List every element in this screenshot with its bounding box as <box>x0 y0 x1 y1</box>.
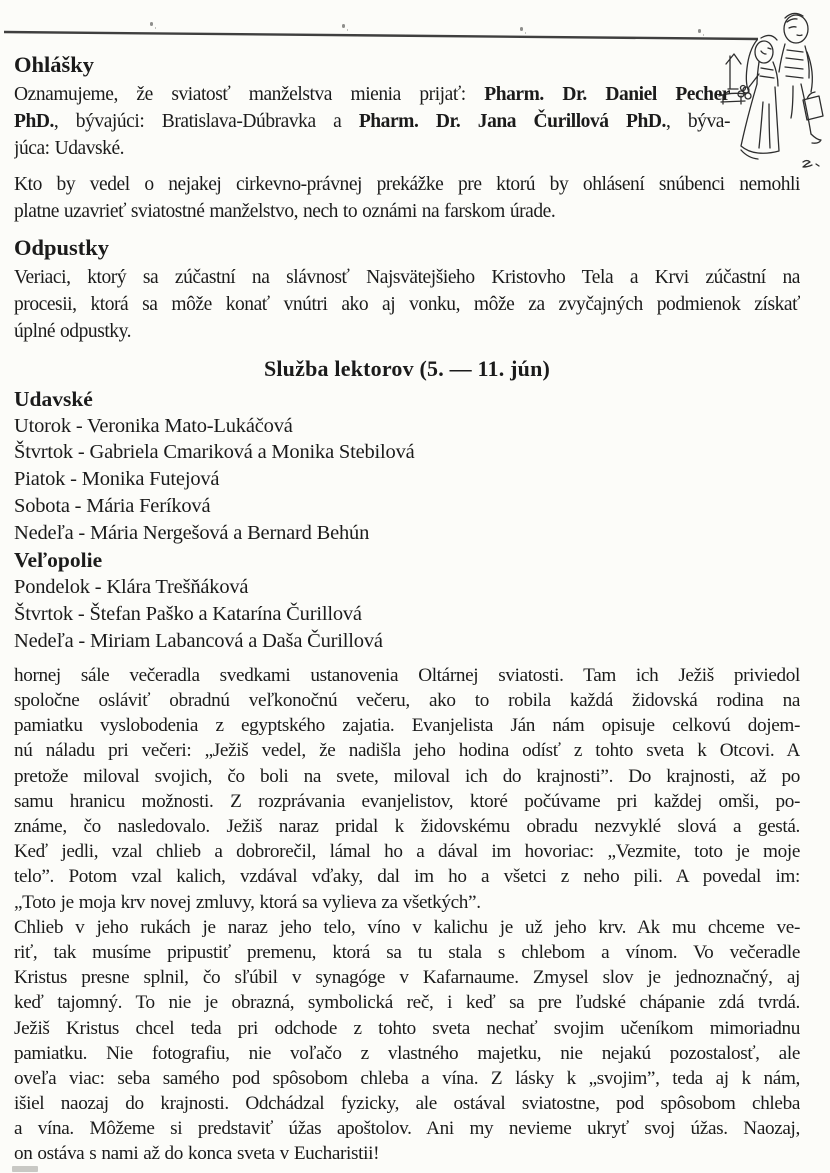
document-content <box>0 50 830 1167</box>
lector-day: Štvrtok <box>14 441 73 464</box>
separator: - <box>89 576 107 599</box>
text-run: Oznamujeme, že sviatosť manželstva mienia prijať: <box>14 84 485 105</box>
text-line: pamiatku vyslobodenia z egyptského zajatia. Evanjelista Ján nám opisuje celkovú dojem- <box>14 715 800 737</box>
lector-names: Veronika Mato-Lukáčová <box>87 414 293 437</box>
text-run: , bývajúci: Bratislava-Dúbravka a <box>53 111 359 133</box>
text-line: telo”. Potom vzal kalich, vzdával vďaky, dal im ho a všetci z neho pili. A povedal im: <box>14 866 800 888</box>
text-line: Kto by vedel o nejakej cirkevno-právnej prekážke pre ktorú by ohlásení snúbenci nemohli <box>14 173 800 195</box>
lectors-velopolie <box>14 574 800 654</box>
section-gap <box>14 655 800 663</box>
lector-names: Klára Trešňáková <box>106 576 249 599</box>
text-line: riť, tak musíme pripustiť premenu, ktorá sa tu stala s chlebom a vínom. Vo večeradle <box>14 941 800 963</box>
text-line: išiel naozaj do krajnosti. Odchádzal fyzicky, ale ostával sviatostne, pod spôsobom chleba <box>14 1093 800 1115</box>
eucharist-reflection-part1 <box>14 663 800 915</box>
lector-names: Miriam Labancová a Daša Čurillová <box>89 630 383 653</box>
text-line: Veriaci, ktorý sa zúčastní na slávnosť Najsvätejšieho Kristovho Tela a Krvi zúčastní na <box>14 266 800 288</box>
lectors-schedule-title: Služba lektorov (5. — 11. jún) <box>263 355 551 381</box>
text-line: a vína. Môžeme si predstaviť úžas apoštolov. Ani my nevieme ukryť svoj úžas. Naozaj, <box>14 1118 800 1140</box>
lector-day: Štvrtok <box>14 603 73 626</box>
text-line: nú náladu pri večeri: „Ježiš vedel, že nadišla jeho hodina odísť z tohto sveta k Otcovi. A <box>14 740 800 762</box>
lector-day: Pondelok <box>14 576 90 599</box>
section-heading-odpustky: Odpustky <box>14 234 110 260</box>
lector-names: Gabriela Cmariková a Monika Stebilová <box>89 441 415 464</box>
lector-day: Piatok <box>14 468 66 491</box>
text-run: , býva- <box>665 111 730 133</box>
lector-names: Mária Feríková <box>86 494 211 517</box>
separator: - <box>72 441 90 464</box>
text-line: Kristus presne splnil, čo sľúbil v synagóge v Kafarnaume. Zmysel slov je jednoznačný, aj <box>14 967 800 989</box>
text-line: platne uzavrieť sviatostné manželstvo, nech to oznámi na farskom úrade. <box>14 200 556 222</box>
lector-names: Štefan Paško a Katarína Čurillová <box>89 603 362 626</box>
text-line: keď tajomný. To nie je obrazná, symbolická reč, i keď sa pre ľudské chápanie zdá tvrdá. <box>14 992 800 1014</box>
text-line: Chlieb v jeho rukách je naraz jeho telo, víno v kalichu je už jeho krv. Ak mu chceme ve- <box>14 916 800 938</box>
lector-day: Utorok <box>14 414 71 437</box>
text-line <box>14 108 730 135</box>
text-line <box>14 81 730 108</box>
text-line: pamiatku. Nie fotografiu, nie voľačo z vlastného majetku, nie nejakú pozostalosť, ale <box>14 1042 800 1064</box>
village-heading-velopolie: Veľopolie <box>14 548 103 573</box>
scan-artifact-mark <box>12 1166 38 1172</box>
text-line: procesii, ktorá sa môže konať vnútri ako aj vonku, môže za zvyčajných podmienok získať <box>14 294 800 316</box>
village-heading-udavske: Udavské <box>14 386 93 411</box>
indulgences-notice <box>14 264 800 346</box>
lector-names: Mária Nergešová a Bernard Behún <box>89 521 370 544</box>
text-line: hornej sále večeradla svedkami ustanovenia Oltárnej sviatosti. Tam ich Ježiš priviedol <box>14 664 800 686</box>
lector-assignment <box>14 574 800 601</box>
lector-assignment <box>14 413 800 440</box>
lector-day: Nedeľa <box>14 630 74 653</box>
text-run: júca: Udavské. <box>14 138 125 160</box>
text-line: „Toto je moja krv novej zmluvy, ktorá sa vylieva za všetkých”. <box>14 891 481 913</box>
lector-assignment <box>14 520 800 547</box>
lector-assignment <box>14 628 800 655</box>
separator: - <box>69 494 87 517</box>
text-line: on ostáva s nami až do konca sveta v Eucharistii! <box>14 1143 380 1165</box>
text-line: oveľa viac: seba samého pod spôsobom chleba a vína. Z lásky k „svojim”, teda aj k nám, <box>14 1067 800 1089</box>
scan-header <box>0 0 830 42</box>
text-line: úplné odpustky. <box>14 321 132 343</box>
scan-speckle <box>150 22 153 26</box>
text-line: známe, čo nasledovalo. Ježiš naraz pridal k židovskému obradu nezvyklé slová a gestá. <box>14 816 800 837</box>
separator: - <box>70 414 87 437</box>
text-line: Keď jedli, vzal chlieb a dobrorečil, lámal ho a dával im hovoriac: „Vezmite, toto je moje <box>14 841 800 863</box>
lector-assignment <box>14 439 800 466</box>
text-line: spoločne osláviť obradnú veľkonočnú večeru, ako to robila každá židovská rodina na <box>14 690 800 712</box>
section-heading-ohlasky: Ohlášky <box>14 52 95 77</box>
text-line: pretože miloval svojich, čo boli na svete, miloval ich do krajnosti”. Do krajnosti, až po <box>14 765 800 787</box>
lector-day: Nedeľa <box>14 521 74 544</box>
lector-assignment <box>14 466 800 493</box>
separator: - <box>65 468 82 491</box>
bold-text-run: Pharm. Dr. Daniel Pecher <box>484 84 730 105</box>
text-line <box>14 135 730 162</box>
lectors-udavske <box>14 413 800 547</box>
separator: - <box>73 521 90 544</box>
lector-assignment <box>14 601 800 628</box>
separator: - <box>73 630 90 653</box>
eucharist-reflection-part2 <box>14 915 800 1167</box>
bold-text-run: PhD. <box>14 111 54 133</box>
separator: - <box>72 603 90 626</box>
lector-assignment <box>14 493 800 520</box>
lector-day: Sobota <box>14 494 70 517</box>
impediment-notice <box>14 171 800 225</box>
top-divider <box>0 28 762 44</box>
marriage-banns <box>14 81 800 163</box>
lector-names: Monika Futejová <box>81 468 220 491</box>
bold-text-run: Pharm. Dr. Jana Čurillová PhD. <box>358 111 666 133</box>
text-line: samu hranicu možnosti. Z rozprávania evanjelistov, ktoré počúvame pri každej omši, po- <box>14 790 800 812</box>
text-line: Ježiš Kristus chcel teda pri odchode z tohto sveta nechať svojim učeníkom mimoriadnu <box>14 1017 800 1039</box>
